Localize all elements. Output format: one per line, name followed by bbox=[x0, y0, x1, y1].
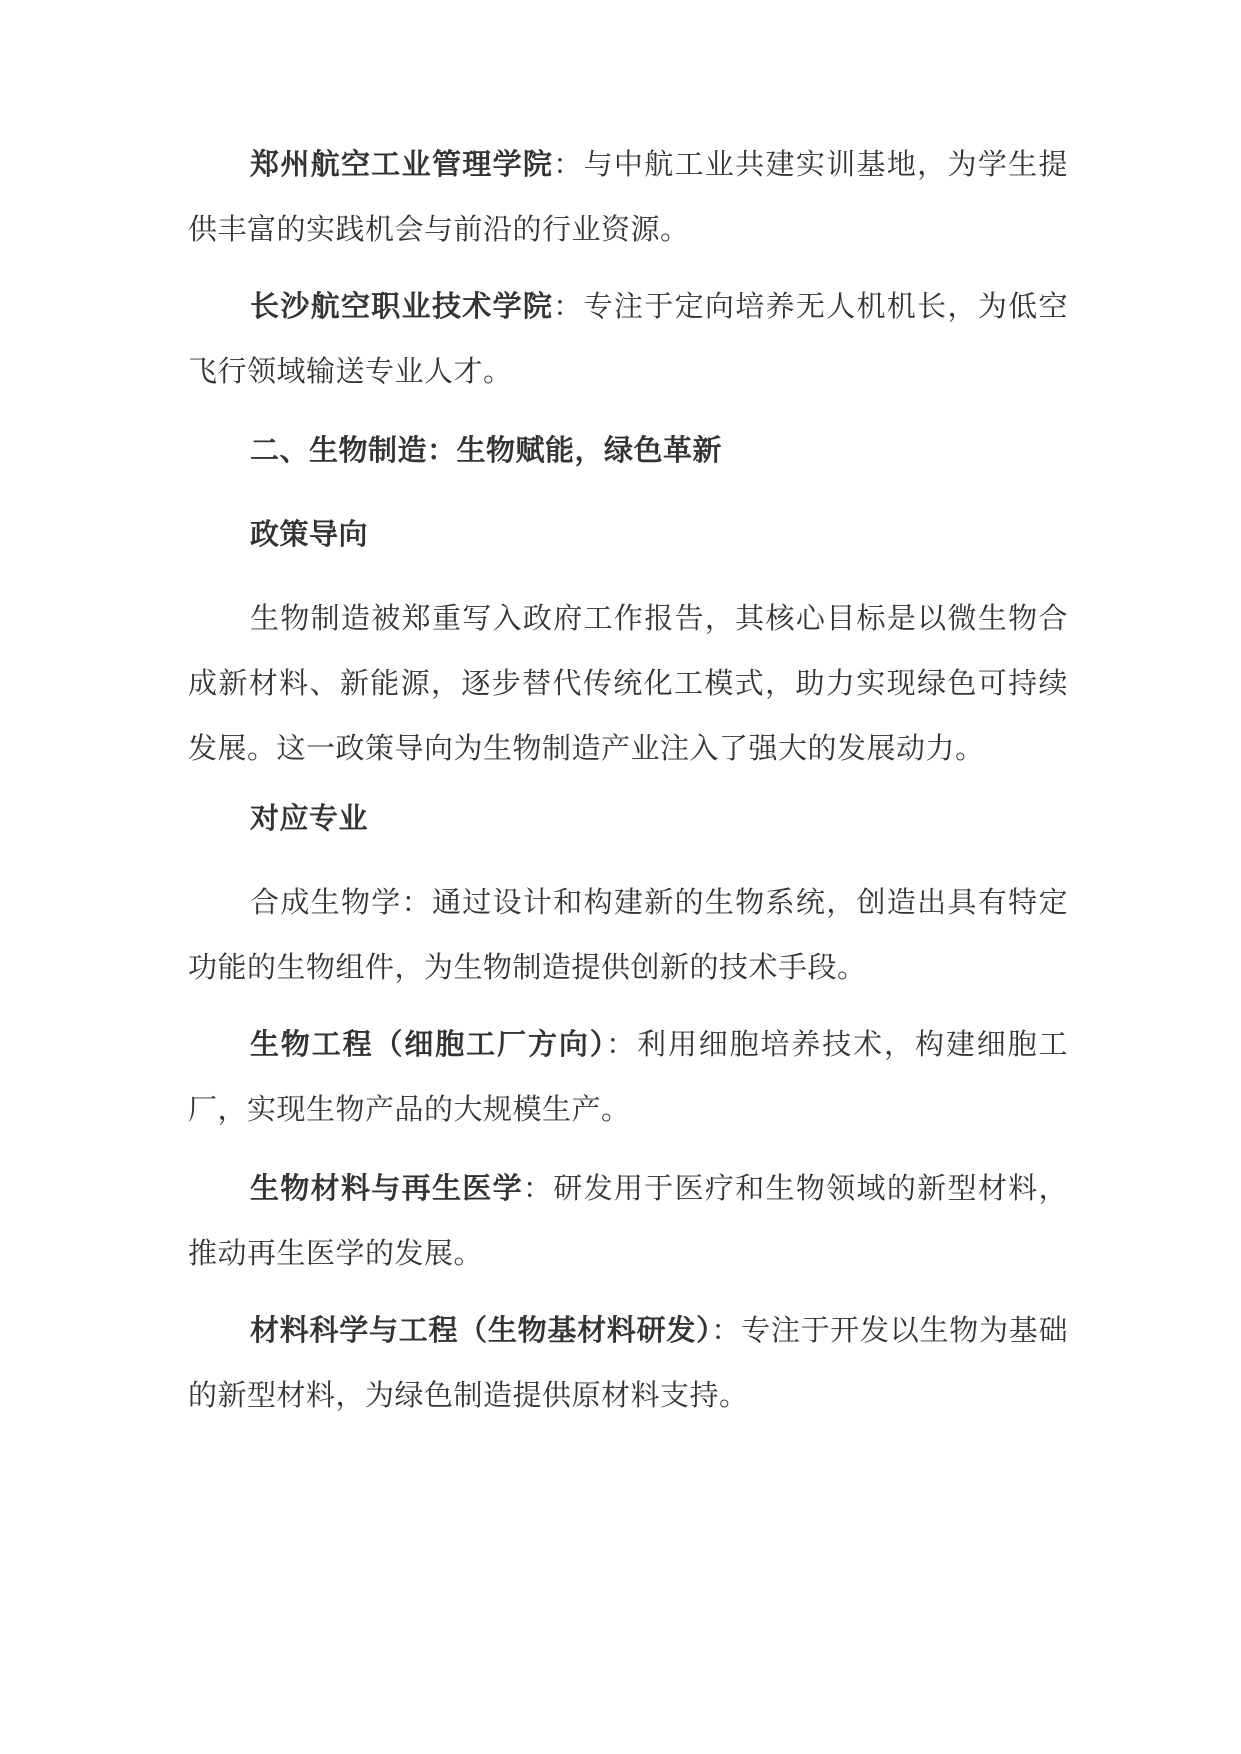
section-heading-bio-manufacturing bbox=[188, 418, 1068, 483]
paragraph-biomaterials bbox=[188, 1156, 1068, 1286]
subheading-majors bbox=[188, 786, 1068, 851]
school-name: 郑州航空工业管理学院 bbox=[250, 147, 554, 181]
paragraph-text: ：研发用于医疗和生物领域的新型材料，推动再生医学的发展。 bbox=[188, 1171, 1068, 1270]
subheading: 政策导向 bbox=[250, 517, 369, 551]
section-heading: 二、生物制造：生物赋能，绿色革新 bbox=[250, 433, 723, 467]
paragraph-text: ：利用细胞培养技术，构建细胞工厂，实现生物产品的大规模生产。 bbox=[188, 1027, 1068, 1126]
subheading-policy bbox=[188, 502, 1068, 567]
paragraph-changsha-aviation bbox=[188, 274, 1068, 404]
paragraph-policy-text bbox=[188, 586, 1068, 781]
school-name: 长沙航空职业技术学院 bbox=[250, 289, 554, 323]
major-name: 生物工程（细胞工厂方向） bbox=[250, 1027, 607, 1061]
paragraph-synthetic-biology bbox=[188, 870, 1068, 1000]
major-name: 材料科学与工程（生物基材料研发） bbox=[250, 1313, 712, 1347]
paragraph-text: 合成生物学：通过设计和构建新的生物系统，创造出具有特定功能的生物组件，为生物制造提供创新的技术手段。 bbox=[188, 885, 1068, 984]
paragraph-zhengzhou-aviation bbox=[188, 132, 1068, 262]
paragraph-bioengineering bbox=[188, 1012, 1068, 1142]
paragraph-materials-science bbox=[188, 1298, 1068, 1428]
paragraph-text: ：专注于定向培养无人机机长，为低空飞行领域输送专业人才。 bbox=[188, 289, 1068, 388]
major-name: 生物材料与再生医学 bbox=[250, 1171, 523, 1205]
subheading: 对应专业 bbox=[250, 801, 369, 835]
paragraph-text: ：专注于开发以生物为基础的新型材料，为绿色制造提供原材料支持。 bbox=[188, 1313, 1068, 1412]
paragraph-text: 生物制造被郑重写入政府工作报告，其核心目标是以微生物合成新材料、新能源，逐步替代传统化工模式，助力实现绿色可持续发展。这一政策导向为生物制造产业注入了强大的发展动力。 bbox=[188, 601, 1068, 765]
paragraph-text: ：与中航工业共建实训基地，为学生提供丰富的实践机会与前沿的行业资源。 bbox=[188, 147, 1068, 246]
